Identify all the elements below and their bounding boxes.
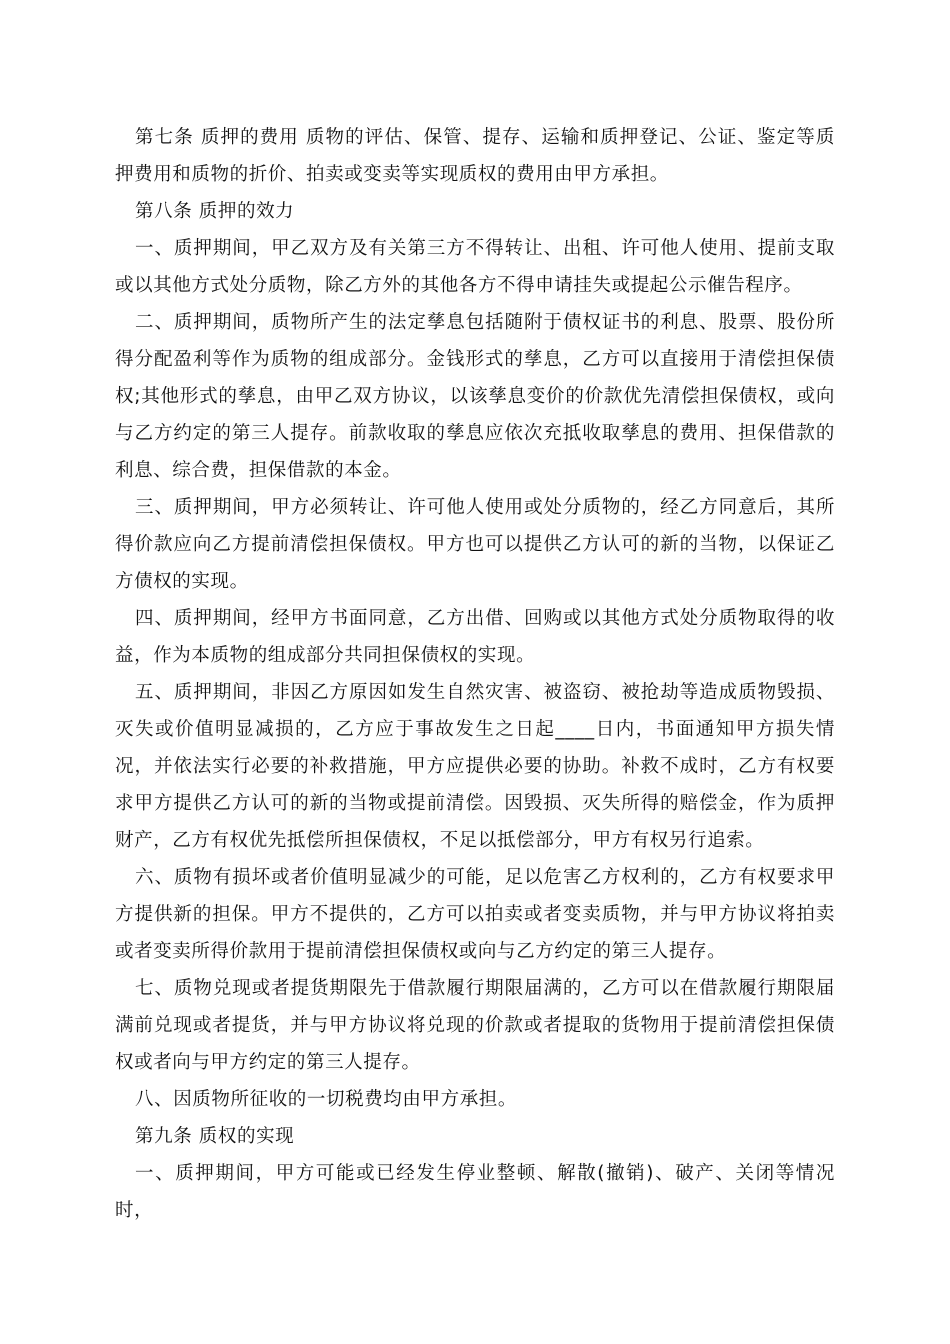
heading-article-9: 第九条 质权的实现 [135, 1126, 295, 1147]
paragraph-8-8: 八、因质物所征收的一切税费均由甲方承担。 [135, 1089, 518, 1110]
paragraph-8-6: 六、质物有损坏或者价值明显减少的可能，足以危害乙方权利的，乙方有权要求甲方提供新的担保。甲方不提供的，乙方可以拍卖或者变卖质物，并与甲方协议将拍卖或者变卖所得价款用于提前清偿担保债权或向与乙方约定的第三人提存。 [115, 867, 835, 962]
paragraph-8-1: 一、质押期间，甲乙双方及有关第三方不得转让、出租、许可他人使用、提前支取或以其他方式处分质物，除乙方外的其他各方不得申请挂失或提起公示催告程序。 [115, 238, 835, 296]
paragraph-8-3: 三、质押期间，甲方必须转让、许可他人使用或处分质物的，经乙方同意后，其所得价款应向乙方提前清偿担保债权。甲方也可以提供乙方认可的新的当物，以保证乙方债权的实现。 [115, 497, 835, 592]
paragraph-8-2: 二、质押期间，质物所产生的法定孳息包括随附于债权证书的利息、股票、股份所得分配盈利等作为质物的组成部分。金钱形式的孳息，乙方可以直接用于清偿担保债权;其他形式的孳息，由甲乙双方协议，以该孳息变价的价款优先清偿担保债权，或向与乙方约定的第三人提存。前款收取的孳息应依次充抵收取孳息的费用、担保借款的利息、综合费，担保借款的本金。 [115, 312, 835, 481]
document-body [115, 119, 835, 1229]
paragraph-8-7: 七、质物兑现或者提货期限先于借款履行期限届满的，乙方可以在借款履行期限届满前兑现或者提货，并与甲方协议将兑现的价款或者提取的货物用于提前清偿担保债权或者向与甲方约定的第三人提存。 [115, 978, 835, 1073]
heading-article-8: 第八条 质押的效力 [135, 201, 295, 222]
paragraph-article-7: 第七条 质押的费用 质物的评估、保管、提存、运输和质押登记、公证、鉴定等质押费用和质物的折价、拍卖或变卖等实现质权的费用由甲方承担。 [115, 127, 835, 185]
paragraph-9-1: 一、质押期间，甲方可能或已经发生停业整顿、解散(撤销)、破产、关闭等情况时， [115, 1163, 835, 1221]
paragraph-8-5: 五、质押期间，非因乙方原因如发生自然灾害、被盗窃、被抢劫等造成质物毁损、灭失或价值明显减损的，乙方应于事故发生之日起____日内，书面通知甲方损失情况，并依法实行必要的补救措施，甲方应提供必要的协助。补救不成时，乙方有权要求甲方提供乙方认可的新的当物或提前清偿。因毁损、灭失所得的赔偿金，作为质押财产，乙方有权优先抵偿所担保债权，不足以抵偿部分，甲方有权另行追索。 [115, 682, 835, 851]
paragraph-8-4: 四、质押期间，经甲方书面同意，乙方出借、回购或以其他方式处分质物取得的收益，作为本质物的组成部分共同担保债权的实现。 [115, 608, 835, 666]
